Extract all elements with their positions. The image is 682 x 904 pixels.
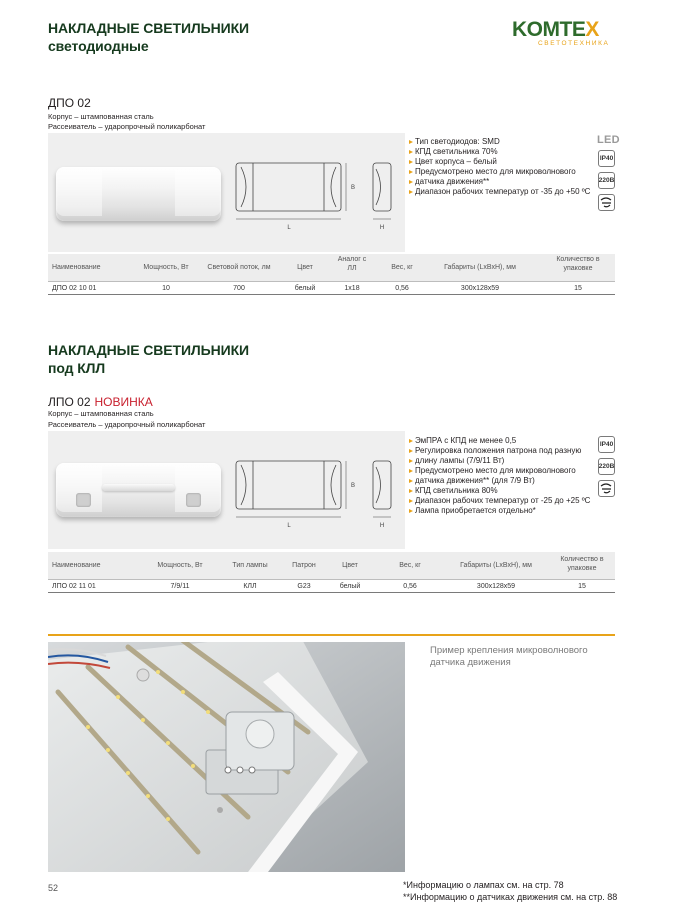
th-name: Наименование xyxy=(52,264,101,271)
product2-features xyxy=(409,436,599,516)
feature-item: длину лампы (7/9/11 Вт) xyxy=(409,456,599,466)
feature-item: Регулировка положения патрона под разную xyxy=(409,446,599,456)
photo-caption-2: датчика движения xyxy=(430,657,511,668)
th-weight: Вес, кг xyxy=(391,264,413,271)
th-qty: Количество в упаковке xyxy=(560,556,604,572)
td-dims: 300х128х59 xyxy=(460,285,500,292)
product1-model: ДПО 02 xyxy=(48,96,91,110)
feature-item: Лампа приобретается отдельно* xyxy=(409,506,599,516)
td-lamp-type: КЛЛ xyxy=(243,583,257,590)
voltage-icon: 220В xyxy=(598,458,615,475)
th-dims: Габариты (LxBxH), мм xyxy=(460,562,532,569)
dim-b: B xyxy=(351,483,356,489)
footnote-lamps: *Информацию о лампах см. на стр. 78 xyxy=(403,880,564,890)
product1-desc-1: Корпус – штампованная сталь xyxy=(48,112,154,121)
product1-drawing xyxy=(231,151,403,239)
feature-item: Предусмотрено место для микроволнового xyxy=(409,167,594,177)
product1-image xyxy=(56,167,221,221)
td-analog: 1х18 xyxy=(344,285,360,292)
brand-logo xyxy=(512,19,622,48)
td-color: белый xyxy=(294,285,316,292)
th-qty: Количество в упаковке xyxy=(556,256,600,272)
new-badge: НОВИНКА xyxy=(94,395,153,409)
sensor-icon xyxy=(598,480,615,497)
product2-drawing xyxy=(231,449,403,537)
product1-desc-2: Рассеиватель – ударопрочный поликарбонат xyxy=(48,122,206,131)
product2-image xyxy=(56,463,221,517)
product2-panel xyxy=(48,431,405,549)
th-color: Цвет xyxy=(342,562,358,569)
td-name: ЛПО 02 11 01 xyxy=(52,583,96,590)
td-qty: 15 xyxy=(574,285,582,292)
th-analog: Аналог с ЛЛ xyxy=(337,256,367,272)
page-subtitle: светодиодные xyxy=(48,38,149,54)
th-dims: Габариты (LxBxH), мм xyxy=(444,264,516,271)
th-flux: Световой поток, лм xyxy=(207,264,271,271)
td-socket: G23 xyxy=(297,583,311,590)
th-color: Цвет xyxy=(297,264,313,271)
feature-item: КПД светильника 80% xyxy=(409,486,599,496)
logo-subtitle: СВЕТОТЕХНИКА xyxy=(538,40,610,47)
dim-l: L xyxy=(287,523,291,529)
td-name: ДПО 02 10 01 xyxy=(52,285,97,292)
th-socket: Патрон xyxy=(292,562,316,569)
product2-desc-1: Корпус – штампованная сталь xyxy=(48,409,154,418)
feature-item: датчика движения** (для 7/9 Вт) xyxy=(409,476,599,486)
feature-item: Цвет корпуса – белый xyxy=(409,157,594,167)
product1-table-header xyxy=(48,254,615,281)
product2-model: ЛПО 02 xyxy=(48,395,91,409)
sensor-mounting-photo xyxy=(48,642,405,872)
product2-model-line xyxy=(48,395,153,409)
th-name: Наименование xyxy=(52,562,101,569)
td-flux: 700 xyxy=(233,285,245,292)
td-dims: 300х128х59 xyxy=(476,583,516,590)
product2-desc-2: Рассеиватель – ударопрочный поликарбонат xyxy=(48,420,206,429)
td-weight: 0,56 xyxy=(403,583,417,590)
sensor-icon xyxy=(598,194,615,211)
product1-features xyxy=(409,137,594,197)
th-weight: Вес, кг xyxy=(399,562,421,569)
dim-b: B xyxy=(351,185,356,191)
photo-caption-1: Пример крепления микроволнового xyxy=(430,645,588,656)
th-lamp-type: Тип лампы xyxy=(232,562,268,569)
section2-subtitle: под КЛЛ xyxy=(48,360,106,376)
ip40-icon: IP40 xyxy=(598,436,615,453)
feature-item: Диапазон рабочих температур от -25 до +25 ºС xyxy=(409,496,599,506)
dim-h: H xyxy=(379,225,385,231)
feature-item: Диапазон рабочих температур от -35 до +50 ºС xyxy=(409,187,594,197)
logo-x: X xyxy=(585,18,599,41)
product1-panel xyxy=(48,133,405,252)
feature-item: Тип светодиодов: SMD xyxy=(409,137,594,147)
logo-main: KOMTE xyxy=(512,18,586,41)
dim-l: L xyxy=(287,225,291,231)
feature-item: Предусмотрено место для микроволнового xyxy=(409,466,599,476)
td-weight: 0,56 xyxy=(395,285,409,292)
td-color: белый xyxy=(339,583,361,590)
td-power: 10 xyxy=(162,285,170,292)
led-badge: LED xyxy=(597,134,620,146)
th-power: Мощность, Вт xyxy=(157,562,203,569)
section-divider xyxy=(48,634,615,636)
td-qty: 15 xyxy=(578,583,586,590)
voltage-icon: 220В xyxy=(598,172,615,189)
ip40-icon: IP40 xyxy=(598,150,615,167)
page-title: НАКЛАДНЫЕ СВЕТИЛЬНИКИ xyxy=(48,20,249,36)
page-number: 52 xyxy=(48,883,59,893)
td-power: 7/9/11 xyxy=(170,583,190,590)
section2-title: НАКЛАДНЫЕ СВЕТИЛЬНИКИ xyxy=(48,342,249,358)
feature-item: датчика движения** xyxy=(409,177,594,187)
feature-item: ЭмПРА с КПД не менее 0,5 xyxy=(409,436,599,446)
th-power: Мощность, Вт xyxy=(143,264,189,271)
footnote-sensors: **Информацию о датчиках движения см. на стр. 88 xyxy=(403,892,618,902)
dim-h: H xyxy=(379,523,385,529)
feature-item: КПД светильника 70% xyxy=(409,147,594,157)
